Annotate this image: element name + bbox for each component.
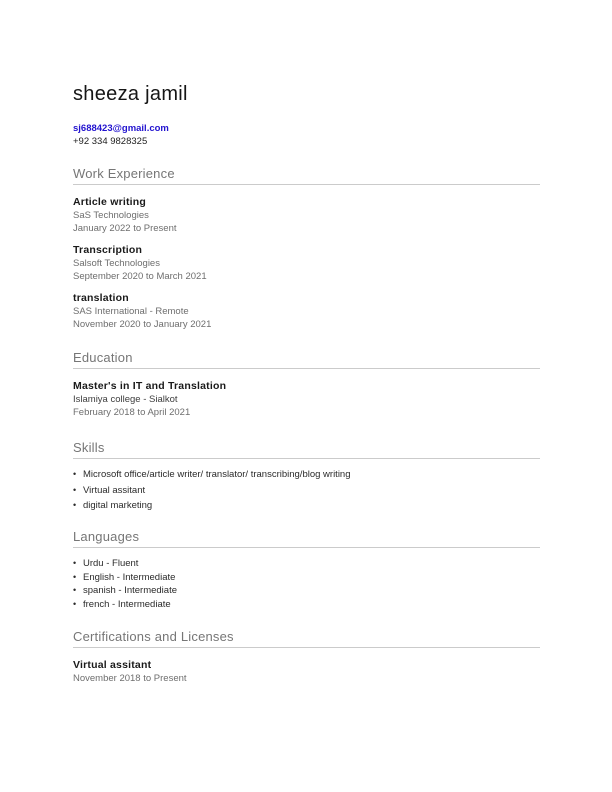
degree-title: Master's in IT and Translation — [73, 380, 227, 392]
email-link[interactable]: sj688423@gmail.com — [73, 123, 169, 134]
section-title-education: Education — [73, 350, 133, 365]
bullet-icon: • — [73, 484, 77, 495]
job-title: Transcription — [73, 244, 143, 256]
education-dates: February 2018 to April 2021 — [73, 407, 191, 418]
skill-item — [73, 498, 540, 514]
section-title-skills: Skills — [73, 440, 105, 455]
bullet-icon: • — [73, 500, 77, 510]
language-item — [73, 557, 540, 571]
section-divider — [73, 547, 540, 548]
certification-title: Virtual assitant — [73, 659, 152, 671]
section-skills — [73, 441, 540, 514]
language-text: french - Intermediate — [83, 598, 171, 610]
language-item — [73, 584, 540, 598]
job-company: SAS International - Remote — [73, 306, 189, 317]
job-title: translation — [73, 292, 129, 304]
job-title: Article writing — [73, 196, 147, 208]
job-dates: November 2020 to January 2021 — [73, 319, 212, 330]
candidate-name: sheeza jamil — [73, 83, 188, 105]
section-title-certifications: Certifications and Licenses — [73, 629, 234, 644]
bullet-icon: • — [73, 585, 77, 595]
section-title-work-experience: Work Experience — [73, 166, 175, 181]
bullet-icon: • — [73, 558, 77, 568]
bullet-icon: • — [73, 598, 77, 609]
section-divider — [73, 368, 540, 369]
language-text: English - Intermediate — [83, 571, 176, 583]
language-text: Urdu - Fluent — [83, 558, 139, 569]
certification-entry — [73, 659, 540, 685]
job-dates: January 2022 to Present — [73, 223, 177, 234]
language-item — [73, 571, 540, 585]
bullet-icon: • — [73, 469, 77, 479]
skill-item — [73, 467, 540, 483]
languages-list — [73, 557, 540, 611]
skill-text: Virtual assitant — [83, 484, 146, 496]
section-divider — [73, 458, 540, 459]
section-divider — [73, 184, 540, 185]
skill-item — [73, 483, 540, 499]
skill-text: digital marketing — [83, 500, 153, 511]
section-education — [73, 351, 540, 419]
education-entry — [73, 380, 540, 419]
section-languages — [73, 530, 540, 611]
section-title-languages: Languages — [73, 529, 140, 544]
job-entry — [73, 244, 540, 283]
job-entry — [73, 292, 540, 331]
contact-header — [73, 83, 540, 148]
section-certifications — [73, 630, 540, 685]
job-company: Salsoft Technologies — [73, 258, 160, 269]
section-divider — [73, 647, 540, 648]
job-entry — [73, 196, 540, 235]
job-company: SaS Technologies — [73, 210, 149, 221]
language-item — [73, 598, 540, 612]
phone-number: +92 334 9828325 — [73, 136, 148, 147]
skills-list — [73, 467, 540, 514]
language-text: spanish - Intermediate — [83, 585, 177, 596]
bullet-icon: • — [73, 571, 77, 582]
job-dates: September 2020 to March 2021 — [73, 271, 207, 282]
section-work-experience — [73, 167, 540, 331]
skill-text: Microsoft office/article writer/ translator/ transcribing/blog writing — [83, 469, 351, 480]
certification-dates: November 2018 to Present — [73, 673, 187, 684]
school-name: Islamiya college - Sialkot — [73, 394, 178, 405]
